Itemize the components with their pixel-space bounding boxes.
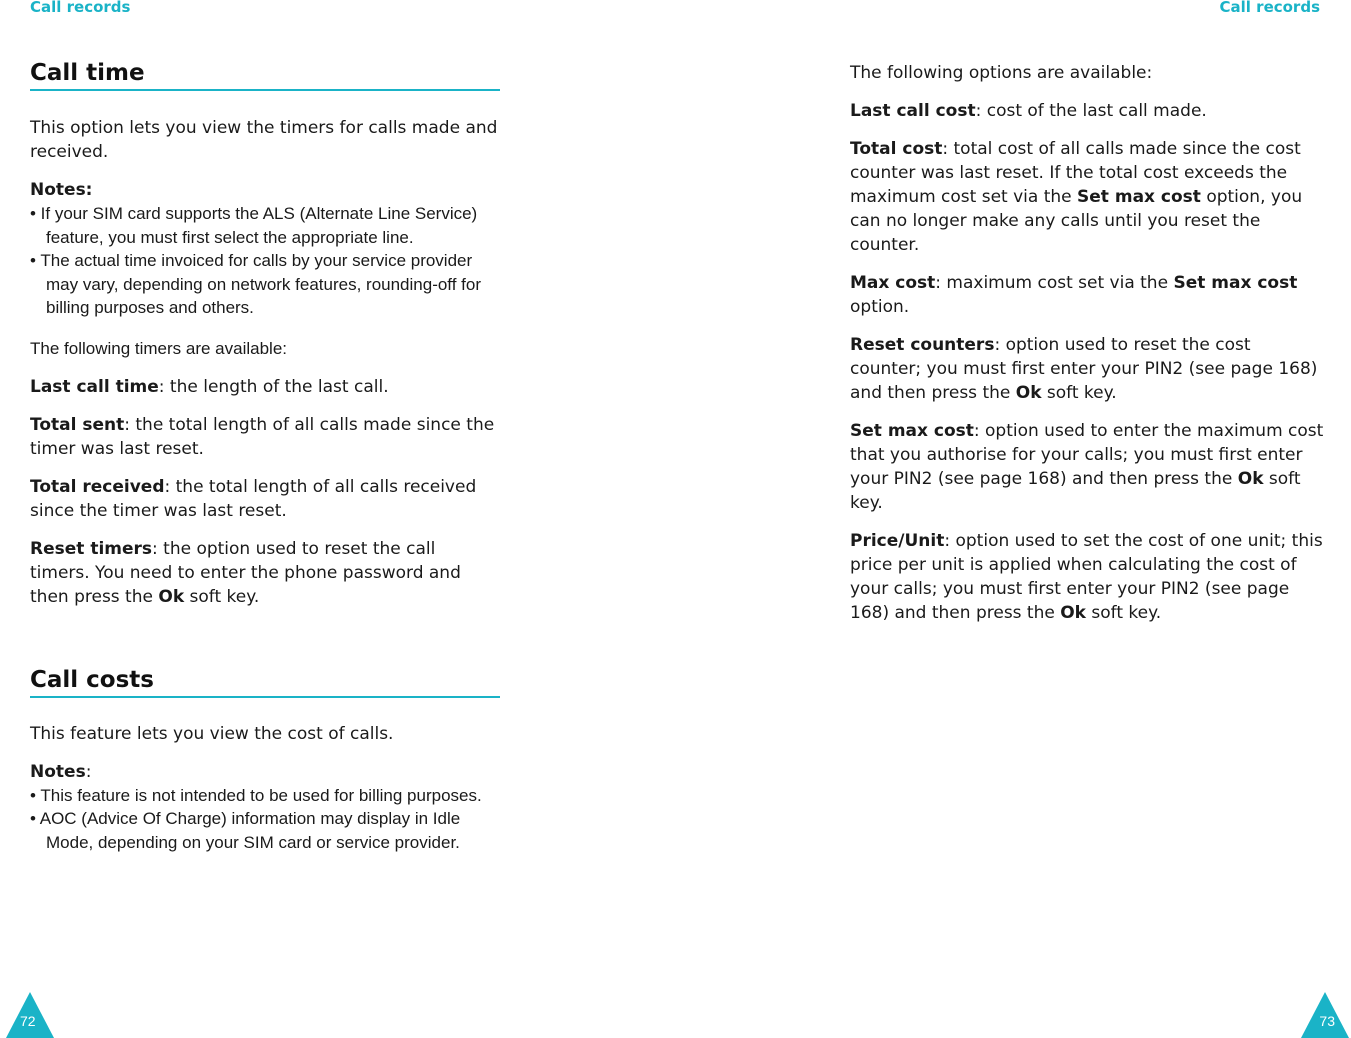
ok-key-3: Ok <box>1237 469 1264 489</box>
ok-key-4: Ok <box>1060 603 1086 623</box>
item-total-sent: Total sent: the total length of all calls made since the timer was last reset. <box>30 414 495 459</box>
term-total-cost: Total cost <box>850 139 943 159</box>
term-reset-timers: Reset timers <box>30 538 153 559</box>
item-max-cost: Max cost: maximum cost set via the Set max cost option. <box>850 273 1298 317</box>
page-number-right: 73 <box>1319 1013 1335 1029</box>
call-costs-notes-label-line: Notes: <box>30 761 92 782</box>
call-time-note-1: • If your SIM card supports the ALS (Alternate Line Service) feature, you must first select the appropriate line. <box>30 204 478 247</box>
running-header-left: Call records <box>30 0 131 16</box>
item-price-unit: Price/Unit: option used to set the cost of one unit; this price per unit is applied when calculating the cost of your calls; you must first enter your PIN2 (see page 168) and then press the Ok soft key. <box>850 531 1323 623</box>
call-time-notes-label: Notes: <box>30 180 93 200</box>
term-total-sent: Total sent <box>30 414 125 435</box>
term-price-unit: Price/Unit <box>850 531 945 551</box>
call-costs-notes-label: Notes <box>30 761 86 782</box>
left-page <box>30 0 500 854</box>
call-costs-notes <box>30 784 500 855</box>
ref-set-max-cost: Set max cost <box>1077 187 1201 207</box>
term-last-call-time: Last call time <box>30 376 159 397</box>
item-reset-counters: Reset counters: option used to reset the cost counter; you must first enter your PIN2 (see page 168) and then press the Ok soft key. <box>850 335 1318 403</box>
section-title-call-time: Call time <box>30 60 500 91</box>
ok-key: Ok <box>158 586 185 607</box>
options-available: The following options are available: <box>850 63 1153 83</box>
term-total-received: Total received <box>30 476 165 497</box>
ref-set-max-cost-2: Set max cost <box>1173 273 1298 293</box>
right-page <box>850 0 1325 625</box>
ok-key-2: Ok <box>1015 383 1042 403</box>
item-total-received: Total received: the total length of all calls received since the timer was last reset. <box>30 476 477 521</box>
call-costs-note-1: • This feature is not intended to be used for billing purposes. <box>30 785 482 805</box>
call-costs-note-2: • AOC (Advice Of Charge) information may display in Idle Mode, depending on your SIM card or service provider. <box>30 809 461 852</box>
section-title-call-costs: Call costs <box>30 667 500 698</box>
running-header-right: Call records <box>1219 0 1320 16</box>
term-set-max-cost: Set max cost <box>850 421 974 441</box>
term-last-call-cost: Last call cost <box>850 101 976 121</box>
term-max-cost: Max cost <box>850 273 936 293</box>
item-last-call-cost: Last call cost: cost of the last call made. <box>850 101 1207 121</box>
term-reset-counters: Reset counters <box>850 335 995 355</box>
call-time-notes <box>30 202 500 320</box>
item-total-cost: Total cost: total cost of all calls made since the cost counter was last reset. If the total cost exceeds the maximum cost set via the Set max cost option, you can no longer make any calls until you reset the counter. <box>850 139 1303 255</box>
page-number-left: 72 <box>20 1013 36 1029</box>
timers-available: The following timers are available: <box>30 338 288 358</box>
call-time-note-2: • The actual time invoiced for calls by your service provider may vary, depending on network features, rounding-off for billing purposes and others. <box>30 251 482 317</box>
call-time-intro: This option lets you view the timers for calls made and received. <box>30 118 498 162</box>
item-set-max-cost: Set max cost: option used to enter the maximum cost that you authorise for your calls; you must first enter your PIN2 (see page 168) and then press the Ok soft key. <box>850 421 1324 513</box>
call-costs-intro: This feature lets you view the cost of calls. <box>30 723 394 744</box>
item-last-call-time: Last call time: the length of the last call. <box>30 376 389 397</box>
item-reset-timers: Reset timers: the option used to reset the call timers. You need to enter the phone password and then press the Ok soft key. <box>30 538 461 607</box>
